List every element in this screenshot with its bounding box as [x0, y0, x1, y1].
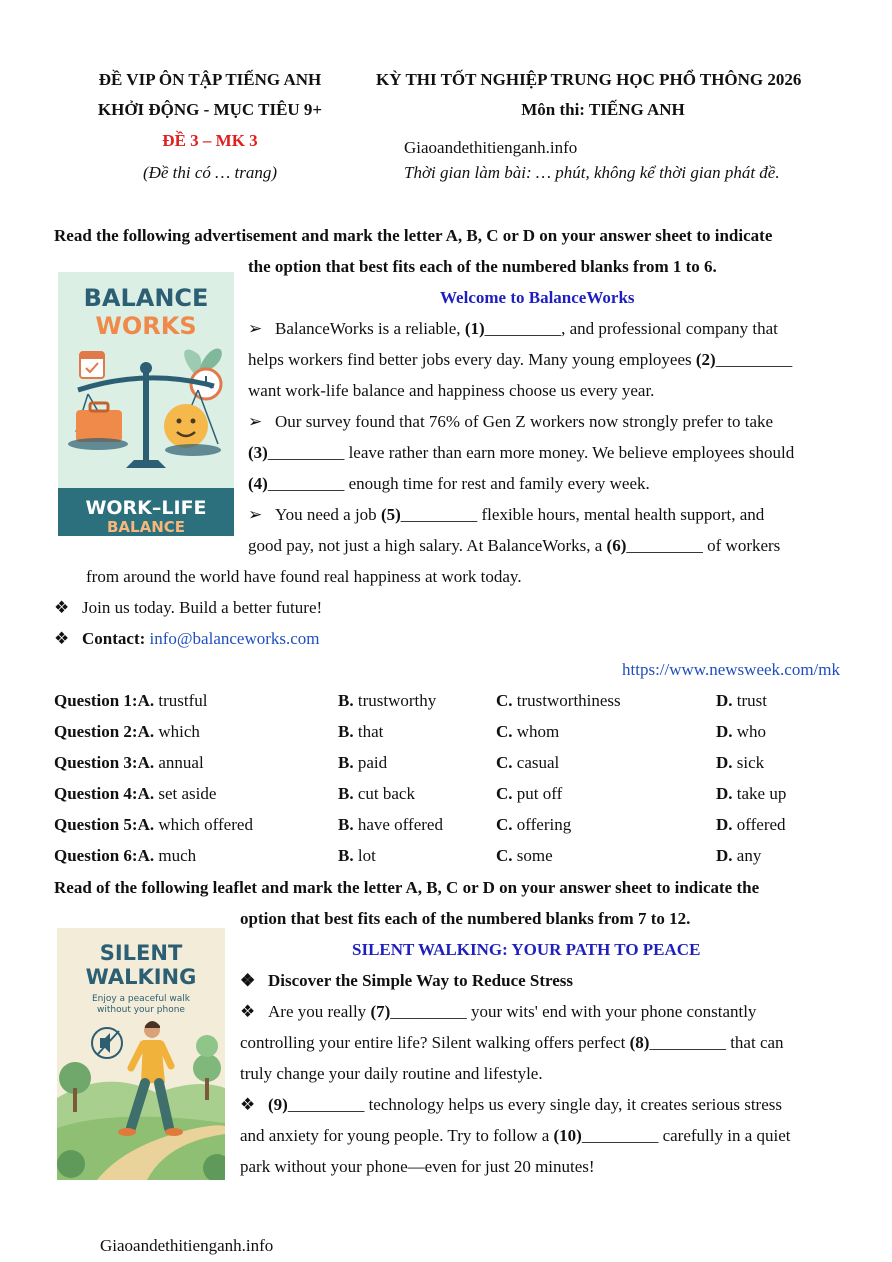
- passage-line: good pay, not just a high salary. At BalanceWorks, a (6)_________ of workers: [248, 536, 781, 555]
- passage-line: truly change your daily routine and lifestyle.: [240, 1064, 543, 1083]
- leaflet-title: SILENT WALKING: YOUR PATH TO PEACE: [352, 940, 701, 959]
- option-c: casual: [516, 753, 560, 772]
- option-a: set aside: [158, 784, 217, 803]
- balance-scale-illustration: [58, 272, 234, 536]
- passage-line: and anxiety for young people. Try to follow a (10)_________ carefully in a quiet: [240, 1126, 791, 1145]
- section1-instruction: Read the following advertisement and mark the letter A, B, C or D on your answer sheet to indicate: [54, 226, 773, 245]
- option-c: put off: [516, 784, 563, 803]
- passage-line: ❖ Are you really (7)_________ your wits' end with your phone constantly: [240, 1002, 757, 1021]
- subject: Môn thi: TIẾNG ANH: [521, 100, 685, 119]
- arrow-bullet-icon: ➢: [248, 319, 275, 338]
- balanceworks-poster-image: [58, 272, 234, 536]
- option-d: any: [736, 846, 762, 865]
- option-d: take up: [736, 784, 787, 803]
- source-link[interactable]: https://www.newsweek.com/mk: [622, 660, 840, 679]
- arrow-bullet-icon: ➢: [248, 505, 275, 524]
- question-row: Question 3:A. annual B. paid C. casual D. sick: [54, 753, 765, 772]
- walking-person-illustration: [57, 928, 225, 1180]
- passage-line: ❖ (9)_________ technology helps us every single day, it creates serious stress: [240, 1095, 782, 1114]
- option-a: annual: [158, 753, 204, 772]
- question-row: Question 6:A. much B. lot C. some D. any: [54, 846, 762, 865]
- passage-line: from around the world have found real happiness at work today.: [86, 567, 522, 586]
- question-row: Question 5:A. which offered B. have offered C. offering D. offered: [54, 815, 786, 834]
- leaflet-heading: ❖ Discover the Simple Way to Reduce Stress: [240, 971, 574, 990]
- option-b: paid: [357, 753, 388, 772]
- header-website: Giaoandethitienganh.info: [404, 138, 578, 157]
- silent-walking-poster-image: [57, 928, 225, 1180]
- passage-line: ➢ Our survey found that 76% of Gen Z workers now strongly prefer to take: [248, 412, 774, 431]
- contact-email-link[interactable]: info@balanceworks.com: [149, 629, 320, 648]
- page-count-note: (Đề thi có … trang): [142, 163, 278, 182]
- poster-brand-line1: BALANCE: [83, 284, 209, 312]
- option-a: which offered: [158, 815, 253, 834]
- diamond-bullet-icon: ❖: [240, 1002, 268, 1021]
- option-a: which: [158, 722, 200, 741]
- diamond-bullet-icon: ❖: [240, 1095, 268, 1114]
- poster2-line2: WALKING: [85, 965, 197, 989]
- option-b: trustworthy: [357, 691, 437, 710]
- option-c: offering: [516, 815, 572, 834]
- join-line: ❖ Join us today. Build a better future!: [54, 598, 323, 617]
- time-note: Thời gian làm bài: … phút, không kể thời gian phát đề.: [404, 163, 780, 182]
- passage-line: ➢ You need a job (5)_________ flexible hours, mental health support, and: [248, 505, 765, 524]
- passage-line: (3)_________ leave rather than earn more money. We believe employees should: [248, 443, 795, 462]
- school-line-2: KHỞI ĐỘNG - MỤC TIÊU 9+: [97, 100, 323, 119]
- poster2-sub2: without your phone: [97, 1005, 185, 1015]
- option-a: much: [158, 846, 197, 865]
- question-row: Question 2:A. which B. that C. whom D. who: [54, 722, 767, 741]
- option-d: offered: [736, 815, 786, 834]
- passage-line: want work-life balance and happiness choose us every year.: [248, 381, 655, 400]
- passage-line: ➢ BalanceWorks is a reliable, (1)_________, and professional company that: [248, 319, 778, 338]
- advert-title: Welcome to BalanceWorks: [440, 288, 635, 307]
- option-d: trust: [736, 691, 768, 710]
- diamond-bullet-icon: ❖: [54, 598, 82, 617]
- option-d: who: [736, 722, 767, 741]
- option-c: some: [516, 846, 553, 865]
- option-a: trustful: [158, 691, 208, 710]
- contact-line: ❖ Contact: info@balanceworks.com: [54, 629, 320, 648]
- arrow-bullet-icon: ➢: [248, 412, 275, 431]
- poster-brand-line2: WORKS: [95, 312, 197, 340]
- section2-instruction-cont: option that best fits each of the numbered blanks from 7 to 12.: [240, 909, 691, 928]
- diamond-bullet-icon: ❖: [240, 971, 268, 990]
- footer-website: Giaoandethitienganh.info: [100, 1236, 274, 1255]
- section2-instruction: Read of the following leaflet and mark the letter A, B, C or D on your answer sheet to indicate the: [54, 878, 760, 897]
- option-d: sick: [736, 753, 765, 772]
- diamond-bullet-icon: ❖: [54, 629, 82, 648]
- passage-line: (4)_________ enough time for rest and family every week.: [248, 474, 650, 493]
- section1-instruction-cont: the option that best fits each of the numbered blanks from 1 to 6.: [248, 257, 717, 276]
- passage-line: park without your phone—even for just 20 minutes!: [240, 1157, 595, 1176]
- passage-line: helps workers find better jobs every day. Many young employees (2)_________: [248, 350, 793, 369]
- poster-bottom-line2: BALANCE: [106, 518, 186, 536]
- option-b: cut back: [357, 784, 415, 803]
- poster2-sub1: Enjoy a peaceful walk: [91, 994, 191, 1004]
- passage-line: controlling your entire life? Silent walking offers perfect (8)_________ that can: [240, 1033, 784, 1052]
- question-row: Question 4:A. set aside B. cut back C. put off D. take up: [54, 784, 787, 803]
- poster2-line1: SILENT: [99, 941, 183, 965]
- exam-code: ĐỀ 3 – MK 3: [162, 131, 258, 150]
- option-b: that: [357, 722, 384, 741]
- school-line-1: ĐỀ VIP ÔN TẬP TIẾNG ANH: [98, 70, 322, 89]
- option-b: have offered: [357, 815, 443, 834]
- option-c: trustworthiness: [516, 691, 621, 710]
- exam-title: KỲ THI TỐT NGHIỆP TRUNG HỌC PHỔ THÔNG 2026: [376, 70, 802, 89]
- poster-bottom-line1: WORK–LIFE: [85, 497, 207, 519]
- option-b: lot: [357, 846, 376, 865]
- question-row: Question 1:A. trustful B. trustworthy C. trustworthiness D. trust: [54, 691, 768, 710]
- option-c: whom: [516, 722, 560, 741]
